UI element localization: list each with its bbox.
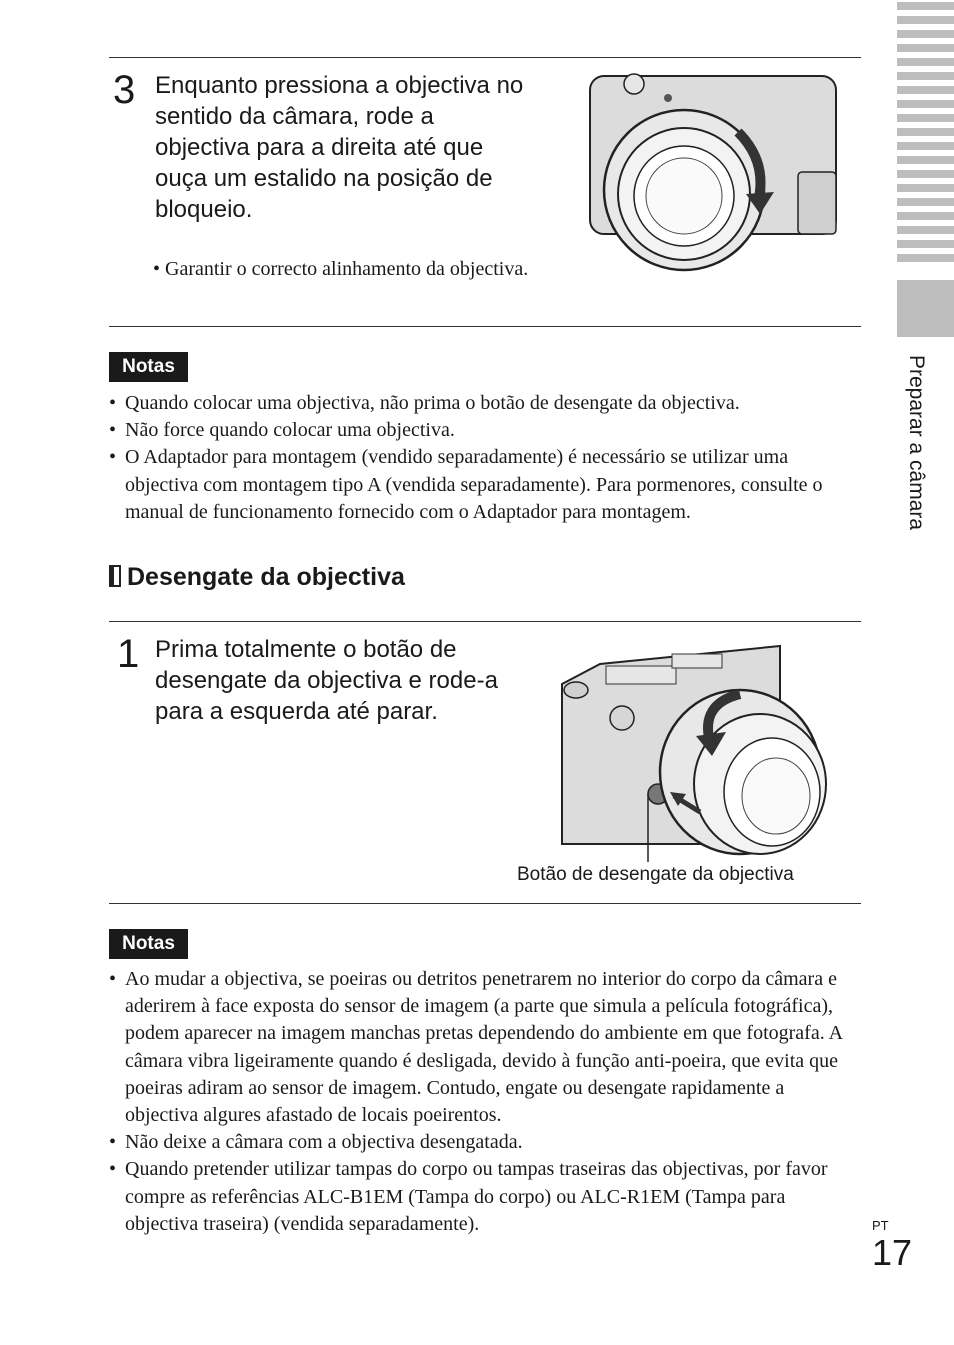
note-item: • Quando colocar uma objectiva, não prima o botão de desengate da objectiva. — [109, 392, 740, 414]
step-3-text: Enquanto pressiona a objectiva no sentido da câmara, rode a objectiva para a direita até que ouça um estalido na posição de bloqueio. — [155, 72, 524, 223]
page-number: 17 — [872, 1232, 913, 1273]
section-heading: Desengate da objectiva — [109, 560, 405, 594]
section-side-label: Preparar a câmara — [905, 355, 928, 531]
side-tab-stripes — [897, 2, 954, 268]
divider-step1-bottom — [109, 903, 861, 904]
divider-step3-bottom — [109, 326, 861, 327]
release-button-caption: Botão de desengate da objectiva — [517, 864, 794, 885]
notes-badge-2: Notas — [109, 929, 188, 959]
notes-badge-1: Notas — [109, 352, 188, 382]
side-tab-active-block — [897, 280, 954, 337]
illustration-attach-lens — [588, 72, 840, 272]
divider-top — [109, 57, 861, 58]
notes-list-1 — [109, 390, 861, 526]
step-3-number: 3 — [113, 68, 136, 112]
note-item: • Quando pretender utilizar tampas do corpo ou tampas traseiras das objectivas, por favor compre as referências ALC-B1EM (Tampa do corpo) ou ALC-R1EM (Tampa para objectiva traseira) (vendida separadamente). — [109, 1158, 828, 1235]
step-1-text: Prima totalmente o botão de desengate da objectiva e rode-a para a esquerda até parar. — [155, 636, 498, 725]
step-3-bullet: • Garantir o correcto alinhamento da objectiva. — [153, 258, 529, 280]
notes-list-2 — [109, 966, 861, 1238]
note-item: • O Adaptador para montagem (vendido separadamente) é necessário se utilizar uma objectiva com montagem tipo A (vendida separadamente). Para pormenores, consulte o manual de funcionamento fornecido com o Adaptador para montagem. — [109, 446, 823, 523]
divider-section — [109, 621, 861, 622]
note-item: • Não deixe a câmara com a objectiva desengatada. — [109, 1131, 523, 1154]
note-item: • Ao mudar a objectiva, se poeiras ou detritos penetrarem no interior do corpo da câmara e aderirem à face exposta do sensor de imagem (a parte que simula a película fotográfica), podem aparecer na imagem manchas pretas dependendo do ambiente em que fotografa. A câmara vibra ligeiramente quando é desligada, devido à função anti-poeira, que evita que poeiras adiram ao sensor de imagem. Contudo, engate ou desengate rapidamente a objectiva algures afastado de locais poeirentos. — [109, 968, 842, 1127]
illustration-detach-lens — [560, 644, 860, 862]
language-code: PT — [872, 1218, 889, 1233]
step-1-number: 1 — [117, 632, 140, 676]
note-item: • Não force quando colocar uma objectiva. — [109, 419, 455, 442]
heading-marker-icon — [109, 565, 121, 587]
